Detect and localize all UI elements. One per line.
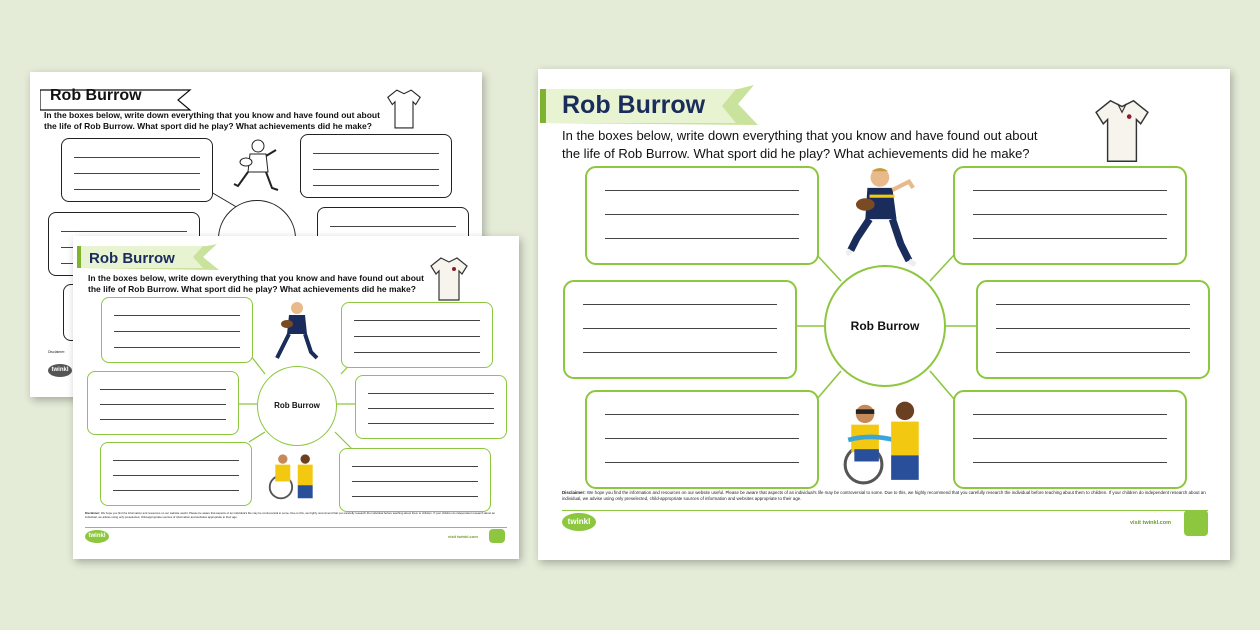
answer-box[interactable] (339, 448, 491, 512)
disclaimer-text: We hope you find the information and resources on our website useful. Please be aware that aspects of an individual's life may be controversial to some. Due to this, we highly recommend that you carefully research the individual before teaching about them to children. If your children do independent research about an individual, we advise using only preselected, child-appropriate sources of information and websites appropriate to their age. (85, 511, 496, 519)
instructions-line-2: the life of Rob Burrow. What sport did he play? What achievements did he make? (44, 121, 372, 132)
worksheet-preview-colour-small (73, 236, 519, 559)
twinkl-logo: twinkl (48, 364, 72, 377)
center-circle: Rob Burrow (257, 366, 337, 446)
instructions-line-2: the life of Rob Burrow. What sport did he play? What achievements did he make? (562, 145, 1030, 161)
disclaimer-label: Disclaimer: (85, 511, 101, 515)
answer-box[interactable] (100, 442, 252, 506)
worksheet-preview-colour-large (538, 69, 1230, 560)
disclaimer-label: Disclaimer: (562, 490, 586, 495)
instructions-line-1: In the boxes below, write down everything that you know and have found out about (88, 273, 424, 283)
disclaimer-text: We hope you find the information and resources on our website useful. Please be aware that aspects of an individual's life may be controversial to some. Due to this, we highly recommend that you carefully research the individual before teaching about them to children. If your children do independent research about an individual, we advise using only preselected, child-appropriate sources of information and websites appropriate to their age. (562, 490, 1206, 501)
worksheet-title: Rob Burrow (50, 87, 142, 104)
answer-box[interactable] (355, 375, 507, 439)
answer-box[interactable] (563, 280, 797, 379)
footer-rule (562, 510, 1208, 511)
footer-url: visit twinkl.com (448, 534, 478, 539)
wheelchair-friends-illustration (266, 446, 322, 502)
disclaimer (85, 512, 505, 519)
instructions-line-1: In the boxes below, write down everything that you know and have found out about (562, 128, 1038, 143)
rugby-player-illustration (273, 300, 321, 366)
rugby-player-illustration (230, 138, 282, 200)
answer-box[interactable] (585, 390, 819, 489)
answer-box[interactable] (341, 302, 493, 368)
wheelchair-friends-illustration (838, 394, 932, 486)
footer-url: visit twinkl.com (1130, 520, 1171, 526)
answer-box[interactable] (953, 166, 1187, 265)
instructions-line-1: In the boxes below, write down everything that you know and have found out about (44, 110, 380, 120)
center-circle: Rob Burrow (824, 265, 946, 387)
footer-rule (85, 527, 507, 528)
twinkl-logo: twinkl (85, 530, 109, 543)
worksheet-title: Rob Burrow (89, 250, 175, 267)
answer-box[interactable] (101, 297, 253, 363)
instructions-line-2: the life of Rob Burrow. What sport did he play? What achievements did he make? (88, 284, 416, 295)
worksheet-title: Rob Burrow (562, 91, 706, 119)
answer-box[interactable] (953, 390, 1187, 489)
disclaimer (562, 490, 1212, 501)
answer-box[interactable] (585, 166, 819, 265)
twinkl-badge (489, 529, 505, 543)
answer-box[interactable] (300, 134, 452, 198)
answer-box[interactable] (87, 371, 239, 435)
disclaimer-label: Disclaimer: (48, 350, 66, 354)
answer-box[interactable] (61, 138, 213, 202)
twinkl-logo: twinkl (562, 513, 596, 531)
twinkl-badge (1184, 510, 1208, 536)
rugby-player-illustration (846, 165, 920, 269)
answer-box[interactable] (976, 280, 1210, 379)
